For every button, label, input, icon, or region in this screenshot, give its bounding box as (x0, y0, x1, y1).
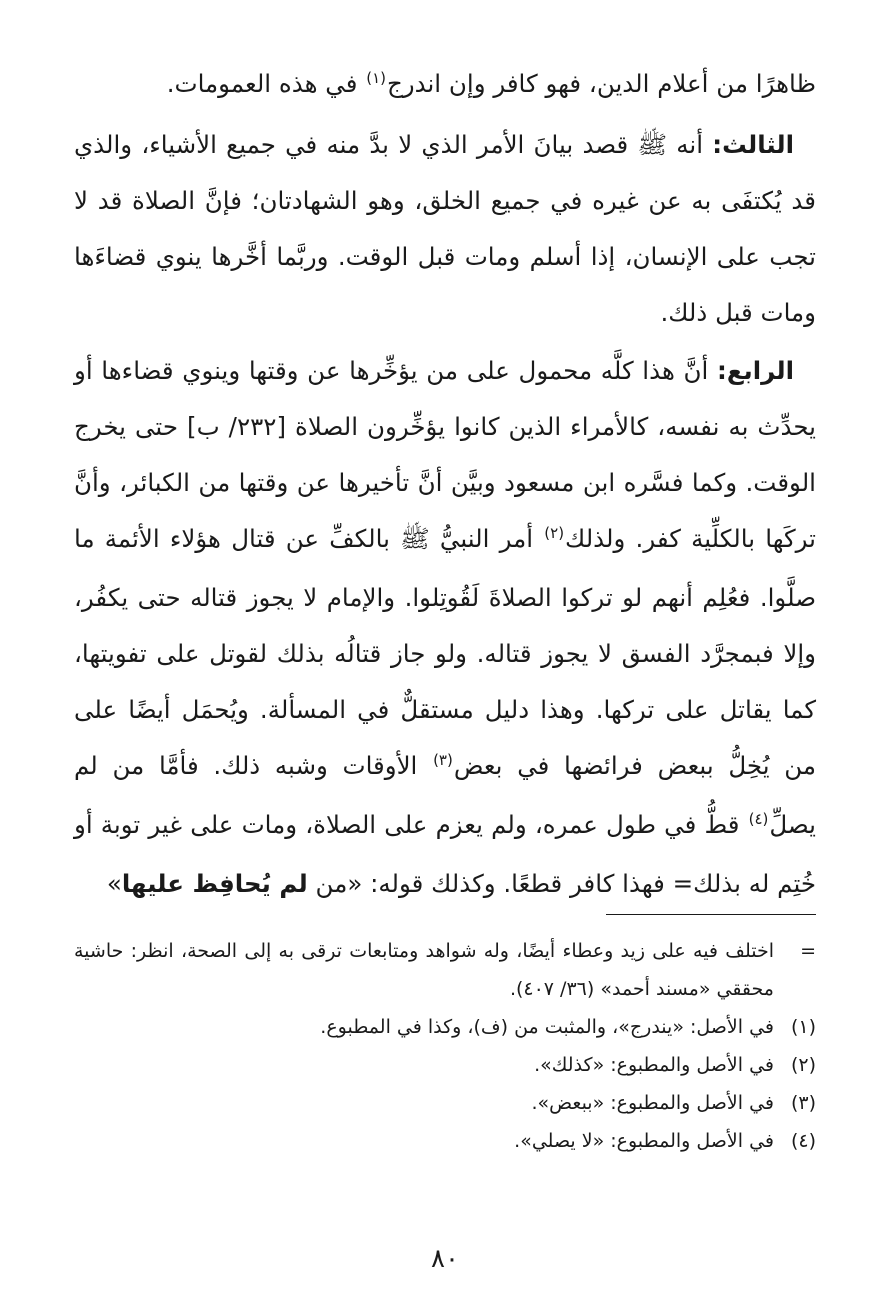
hadith-quote-bold: لم يُحافِظ عليها (121, 869, 308, 898)
paragraph-fourth-part-3: الأوقات وشبه ذلك. فأمَّا من لم يصلِّ (74, 751, 816, 839)
footnote-4 (74, 1122, 816, 1160)
footnote-separator (606, 914, 816, 915)
paragraph-1 (74, 56, 816, 115)
footnote-3 (74, 1084, 816, 1122)
paragraph-fourth-part-4: قطُّ في طول عمره، ولم يعزم على الصلاة، ومات على غير توبة أو خُتِم له بذلك= فهذا كافر قطعًا. وكذلك قوله: «من (74, 810, 816, 898)
paragraph-fourth-part-5: » (106, 869, 122, 898)
footnote-continuation (74, 932, 816, 1008)
footnote-text-4: في الأصل والمطبوع: «لا يصلي». (514, 1130, 774, 1152)
footnote-1 (74, 1008, 816, 1046)
footnote-number-2: (٢) (790, 1054, 816, 1076)
footnote-text-1: في الأصل: «يندرج»، والمثبت من (ف)، وكذا في المطبوع. (320, 1016, 774, 1038)
footnote-reference-3[interactable]: (٣) (433, 751, 453, 769)
footnote-text-3: في الأصل والمطبوع: «ببعض». (531, 1092, 774, 1114)
footnote-reference-1[interactable]: (١) (366, 69, 386, 87)
footnotes-section (74, 932, 816, 1160)
footnote-reference-4[interactable]: (٤) (748, 810, 769, 828)
footnote-marker-continuation: = (800, 940, 816, 962)
footnote-number-3: (٣) (790, 1092, 816, 1114)
paragraph-1-part-2: في هذه العمومات. (166, 69, 366, 98)
paragraph-third-text: أنه ﷺ قصد بيانَ الأمر الذي لا بدَّ منه في جميع الأشياء، والذي قد يُكتفَى به عن غيره في جميع الخلق، وهو الشهادتان؛ فإنَّ الصلاة قد لا تجب على الإنسان، إذا أسلم ومات قبل الوقت. وربَّما أخَّرها ينوي قضاءَها ومات قبل ذلك. (74, 130, 816, 327)
footnote-text-continuation: اختلف فيه على زيد وعطاء أيضًا، وله شواهد ومتابعات ترقى به إلى الصحة، انظر: حاشية محققي «مسند أحمد» (٣٦/ ٤٠٧). (74, 940, 774, 1000)
page-number: ٨٠ (431, 1244, 459, 1274)
footnote-number-1: (١) (790, 1016, 816, 1038)
footnote-reference-2[interactable]: (٢) (544, 524, 565, 542)
paragraph-third-point (74, 117, 816, 341)
paragraph-fourth-part-1: أنَّ هذا كلَّه محمول على من يؤخِّرها عن وقتها وينوي قضاءها أو يحدِّث به نفسه، كالأمراء الذين كانوا يؤخِّرون الصلاة [٢٣٢/ ب] حتى يخرج الوقت. وكما فسَّره ابن مسعود وبيَّن أنَّ تأخيرها عن وقتها من الكبائر، وأنَّ تركَها بالكلِّية كفر. ولذلك (74, 356, 816, 553)
paragraph-1-part-1: ظاهرًا من أعلام الدين، فهو كافر وإن اندرج (386, 69, 816, 98)
heading-fourth: الرابع: (717, 356, 794, 385)
page-body (74, 56, 816, 1290)
footnote-text-2: في الأصل والمطبوع: «كذلك». (534, 1054, 774, 1076)
paragraph-fourth-point (74, 343, 816, 912)
paragraph-fourth-part-2: أمر النبيُّ ﷺ بالكفِّ عن قتال هؤلاء الأئمة ما صلَّوا. فعُلِم أنهم لو تركوا الصلاةَ لَقُوتِلوا. والإمام لا يجوز قتاله حتى يكفُر، وإلا فبمجرَّد الفسق لا يجوز قتاله. ولو جاز قتالُه بذلك لقوتل على تفويتها، كما يقاتل على تركها. وهذا دليل مستقلٌّ في المسألة. ويُحمَل أيضًا على من يُخِلُّ ببعض فرائضها في بعض (74, 524, 816, 780)
heading-third: الثالث: (712, 130, 794, 159)
footnote-2 (74, 1046, 816, 1084)
footnote-number-4: (٤) (790, 1130, 816, 1152)
